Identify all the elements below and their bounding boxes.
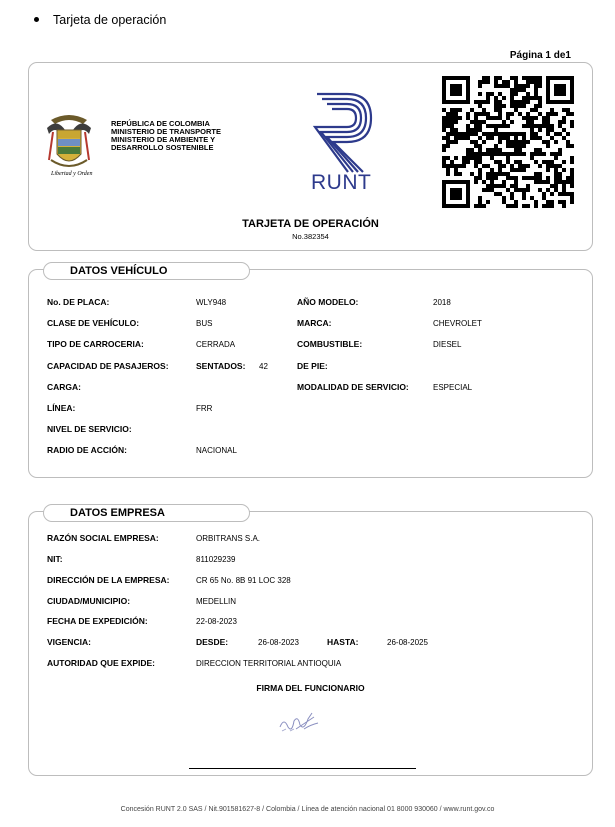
value-razon: ORBITRANS S.A. [196, 534, 261, 543]
footer-text: Concesión RUNT 2.0 SAS / Nit.901581627-8 / Colombia / Línea de atención nacional 01 8000 930060 / www.runt.gov.co [120, 806, 495, 813]
label-carroceria: TIPO DE CARROCERIA: [47, 339, 144, 349]
company-tab: DATOS EMPRESA [43, 504, 250, 522]
bullet-dot-icon [34, 17, 39, 22]
bullet-text: Tarjeta de operación [53, 13, 167, 27]
label-razon: RAZÓN SOCIAL EMPRESA: [47, 533, 159, 543]
gov-line: MINISTERIO DE AMBIENTE Y [111, 135, 216, 144]
label-depie: DE PIE: [297, 361, 328, 371]
label-clase: CLASE DE VEHÍCULO: [47, 318, 140, 328]
coat-of-arms-icon [47, 110, 91, 176]
government-text [111, 120, 221, 152]
label-sentados: SENTADOS: [196, 361, 246, 371]
value-placa: WLY948 [196, 298, 227, 307]
label-placa: No. DE PLACA: [47, 297, 110, 307]
label-linea: LÍNEA: [47, 403, 76, 413]
value-modelo: 2018 [433, 298, 451, 307]
gov-line: DESARROLLO SOSTENIBLE [111, 143, 214, 152]
value-ciudad: MEDELLIN [196, 597, 237, 606]
value-sentados: 42 [259, 362, 268, 371]
runt-wordmark: RUNT [311, 171, 372, 194]
value-nit: 811029239 [196, 555, 236, 564]
value-clase: BUS [196, 319, 213, 328]
gov-line: REPÚBLICA DE COLOMBIA [111, 119, 210, 128]
vehicle-tab: DATOS VEHÍCULO [43, 262, 250, 280]
value-radio: NACIONAL [196, 446, 237, 455]
document-number: No.382354 [292, 232, 329, 241]
document-title: TARJETA DE OPERACIÓN [242, 218, 379, 230]
label-desde: DESDE: [196, 637, 229, 647]
label-direccion: DIRECCIÓN DE LA EMPRESA: [47, 575, 170, 585]
label-vigencia: VIGENCIA: [47, 637, 91, 647]
label-capacidad: CAPACIDAD DE PASAJEROS: [47, 361, 169, 371]
value-direccion: CR 65 No. 8B 91 LOC 328 [196, 576, 291, 585]
signature-line [189, 768, 416, 769]
value-carroceria: CERRADA [196, 340, 236, 349]
value-marca: CHEVROLET [433, 319, 482, 328]
page-number: Página 1 de1 [509, 50, 571, 61]
signature-icon [274, 707, 324, 737]
header-card [28, 62, 593, 251]
label-carga: CARGA: [47, 382, 81, 392]
label-modelo: AÑO MODELO: [297, 297, 359, 307]
label-hasta: HASTA: [327, 637, 359, 647]
coat-motto: Libertad y Orden [51, 171, 93, 177]
value-modalidad: ESPECIAL [433, 383, 473, 392]
company-card [28, 507, 593, 776]
label-fecha: FECHA DE EXPEDICIÓN: [47, 616, 148, 626]
label-radio: RADIO DE ACCIÓN: [47, 445, 127, 455]
gov-line: MINISTERIO DE TRANSPORTE [111, 127, 222, 136]
qr-code-icon [442, 76, 574, 208]
label-modalidad: MODALIDAD DE SERVICIO: [297, 382, 409, 392]
value-fecha: 22-08-2023 [196, 617, 237, 626]
signature-caption: FIRMA DEL FUNCIONARIO [256, 683, 365, 693]
label-marca: MARCA: [297, 318, 332, 328]
value-desde: 26-08-2023 [258, 638, 299, 647]
value-autoridad: DIRECCION TERRITORIAL ANTIOQUIA [196, 659, 342, 668]
label-nit: NIT: [47, 554, 63, 564]
value-hasta: 26-08-2025 [387, 638, 428, 647]
label-autoridad: AUTORIDAD QUE EXPIDE: [47, 658, 155, 668]
value-combustible: DIESEL [433, 340, 462, 349]
value-linea: FRR [196, 404, 213, 413]
vehicle-card [28, 265, 593, 478]
label-ciudad: CIUDAD/MUNICIPIO: [47, 596, 131, 606]
bullet-item [34, 13, 166, 27]
label-combustible: COMBUSTIBLE: [297, 339, 363, 349]
label-nivel: NIVEL DE SERVICIO: [47, 424, 132, 434]
